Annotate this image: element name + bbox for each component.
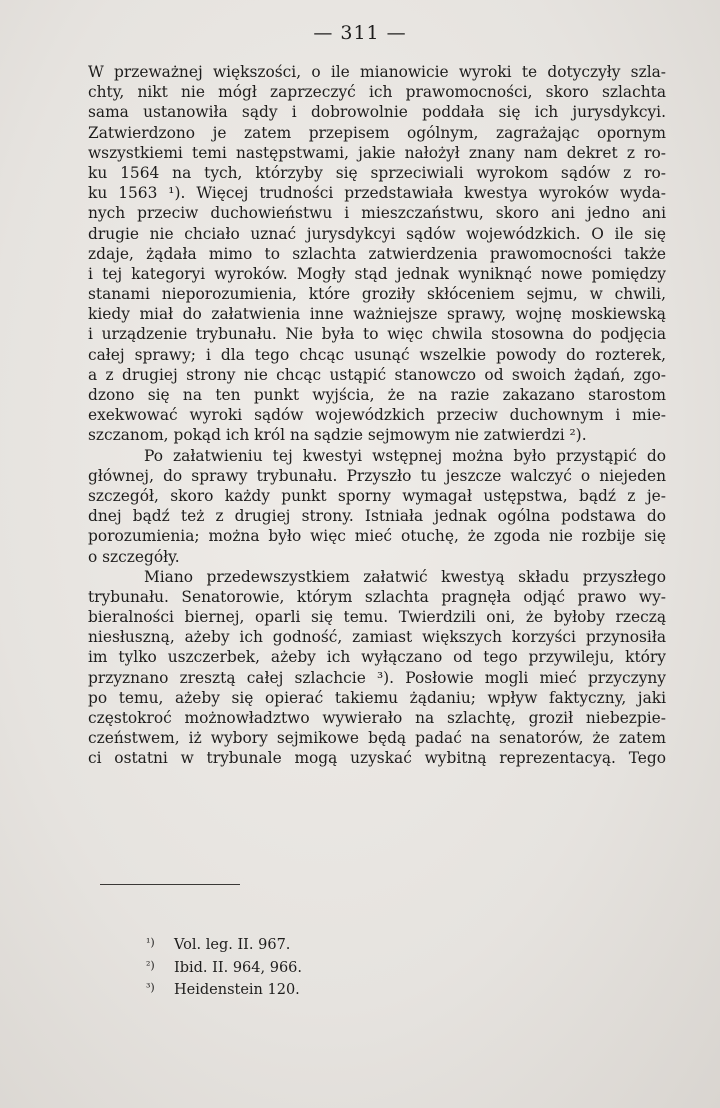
text-line: nych przeciw duchowieństwu i mieszczaństwu, skoro ani jedno ani (88, 204, 666, 223)
footnote-text: Ibid. II. 964, 966. (174, 959, 303, 976)
text-line: i urządzenie trybunału. Nie była to więc chwila stosowna do podjęcia (88, 325, 666, 344)
text-line: ku 1564 na tych, którzyby się sprzeciwiali wyrokom sądów z ro- (88, 163, 666, 182)
text-line: ku 1563 ¹). Więcej trudności przedstawiała kwestya wyroków wyda- (88, 184, 666, 203)
text-line: exekwować wyroki sądów wojewódzkich przeciw duchownym i mie- (88, 406, 666, 425)
text-line: chty, nikt nie mógł zaprzeczyć ich prawomocności, skoro szlachta (88, 83, 666, 102)
text-line: po temu, ażeby się opierać takiemu żądaniu; wpływ faktyczny, jaki (88, 688, 666, 707)
footnote (146, 957, 446, 980)
footnote (146, 979, 446, 1002)
text-line: dnej bądź też z drugiej strony. Istniała jednak ogólna podstawa do (88, 507, 666, 526)
text-line: dzono się na ten punkt wyjścia, że na razie zakazano starostom (88, 386, 666, 404)
main-text (88, 62, 666, 769)
text-line: bieralności biernej, oparli się temu. Twierdzili oni, że byłoby rzeczą (88, 608, 666, 627)
footnotes (146, 934, 446, 1002)
text-line: czeństwem, iż wybory sejmikowe będą padać na senatorów, że zatem (88, 729, 666, 748)
text-line: a z drugiej strony nie chcąc ustąpić stanowczo od swoich żądań, zgo- (88, 365, 666, 384)
footnote-text: Vol. leg. II. 967. (174, 937, 291, 953)
text-line: im tylko uszczerbek, ażeby ich wyłączano od tego przywileju, który (88, 648, 666, 667)
text-line: trybunału. Senatorowie, którym szlachta pragnęła odjąć prawo wy- (88, 587, 666, 606)
text-line: i tej kategoryi wyroków. Mogły stąd jednak wyniknąć nowe pomiędzy (88, 264, 666, 283)
footnote-mark: ³) (146, 981, 155, 994)
footnote-text: Heidenstein 120. (174, 982, 300, 998)
text-line: W przeważnej większości, o ile mianowicie wyroki te dotyczyły szla- (88, 63, 666, 81)
text-line: szczanom, pokąd ich król na sądzie sejmowym nie zatwierdzi ²). (88, 426, 587, 445)
footnote-separator (100, 884, 240, 885)
footnote (146, 934, 446, 957)
footnote-mark: ²) (146, 958, 155, 972)
footnote-mark: ¹) (146, 936, 155, 949)
text-line: sama ustanowiła sądy i dobrowolnie poddała się ich jurysdykcyi. (88, 103, 666, 122)
text-line: zdaje, żądała mimo to szlachta zatwierdzenia prawomocności także (88, 244, 666, 263)
text-line: porozumienia; można było więc mieć otuchę, że zgoda nie rozbije się (88, 527, 666, 546)
text-line: kiedy miał do załatwienia inne ważniejsze sprawy, wojnę moskiewską (88, 305, 666, 324)
text-line: Po załatwieniu tej kwestyi wstępnej można było przystąpić do (144, 446, 666, 465)
text-line: drugie nie chciało uznać jurysdykcyi sądów wojewódzkich. O ile się (88, 224, 666, 243)
text-line: Zatwierdzono je zatem przepisem ogólnym, zagrażając opornym (88, 123, 666, 142)
text-line: szczegół, skoro każdy punkt sporny wymagał ustępstwa, bądź z je- (88, 486, 666, 505)
text-line: całej sprawy; i dla tego chcąc usunąć wszelkie powody do rozterek, (88, 345, 666, 364)
text-line: Miano przedewszystkiem załatwić kwestyą składu przyszłego (144, 567, 666, 586)
page-number-header: — 311 — (313, 22, 407, 44)
text-line: wszystkiemi temi następstwami, jakie nałożył znany nam dekret z ro- (88, 143, 666, 162)
text-line: ci ostatni w trybunale mogą uzyskać wybitną reprezentacyą. Tego (88, 749, 666, 768)
text-line: stanami nieporozumienia, które groziły skłóceniem sejmu, w chwili, (88, 285, 666, 304)
text-line: niesłuszną, ażeby ich godność, zamiast większych korzyści przynosiła (88, 628, 666, 647)
text-line: częstokroć możnowładztwo wywierało na szlachtę, groził niebezpie- (88, 709, 666, 727)
text-line: przyznano zresztą całej szlachcie ³). Posłowie mogli mieć przyczyny (88, 668, 666, 687)
text-line: o szczegóły. (88, 547, 180, 566)
text-line: głównej, do sprawy trybunału. Przyszło tu jeszcze walczyć o niejeden (88, 466, 666, 485)
